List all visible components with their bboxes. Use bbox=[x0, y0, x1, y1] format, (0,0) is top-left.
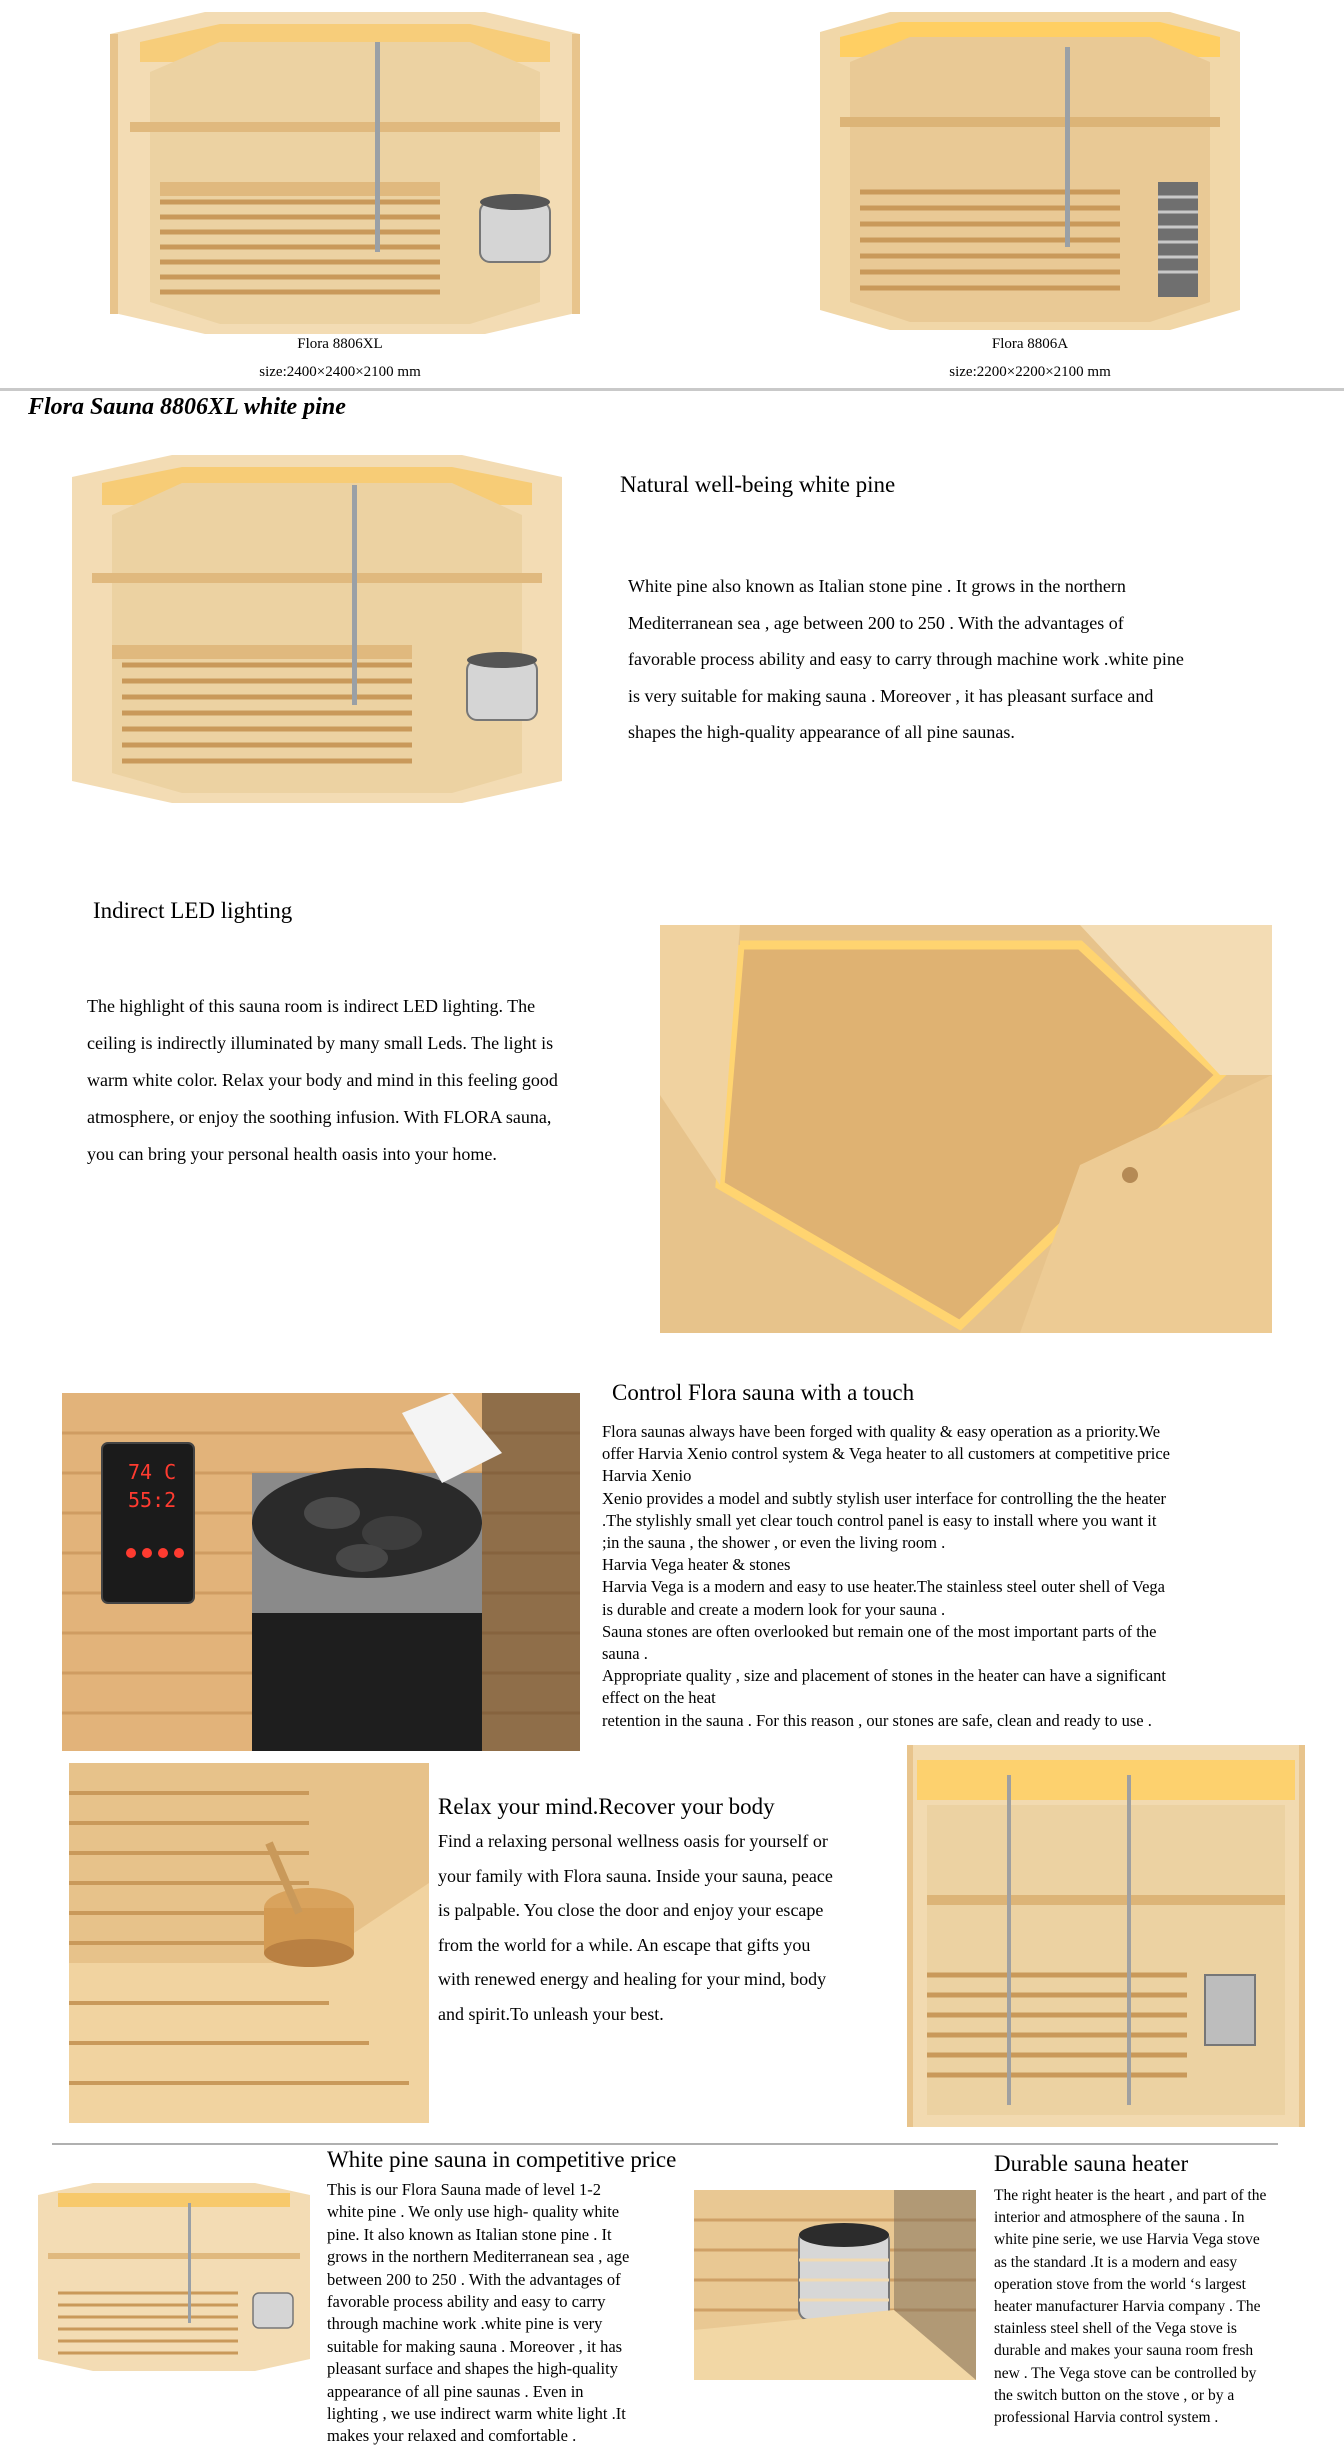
heater-line: heater manufacturer Harvia company . The bbox=[994, 2298, 1261, 2316]
panel-temperature: 74 C bbox=[128, 1460, 177, 1484]
control-line: Xenio provides a model and subtly stylish user interface for controlling the the heater bbox=[602, 1488, 1167, 1508]
price-line: between 200 to 250 . With the advantages of bbox=[327, 2269, 621, 2289]
heater-heading: Durable sauna heater bbox=[994, 2151, 1189, 2176]
panel-time: 55:2 bbox=[128, 1488, 177, 1512]
relax-paragraph bbox=[438, 1824, 908, 2031]
heater-photo bbox=[694, 2190, 976, 2380]
control-line: retention in the sauna . For this reason , our stones are safe, clean and ready to use . bbox=[602, 1710, 1152, 1730]
price-line: grows in the northern Mediterranean sea , age bbox=[327, 2247, 630, 2267]
control-line: ;in the sauna , the shower , or even the living room . bbox=[602, 1533, 946, 1553]
sauna-photo-small bbox=[38, 2183, 310, 2371]
caption-model-left: Flora 8806XL bbox=[297, 336, 383, 352]
divider-bottom bbox=[52, 2143, 1278, 2145]
control-line: Harvia Xenio bbox=[602, 1466, 692, 1486]
bucket-ladle-photo bbox=[69, 1763, 429, 2123]
caption-size-left: size:2400×2400×2100 mm bbox=[259, 364, 421, 380]
price-heading: White pine sauna in competitive price bbox=[327, 2147, 677, 2172]
price-line: lighting , we use indirect warm white light .It bbox=[327, 2404, 626, 2424]
heater-paragraph bbox=[994, 2185, 1334, 2429]
control-line: offer Harvia Xenio control system & Vega heater to all customers at competitive price bbox=[602, 1444, 1170, 1464]
sauna-photo-glass-front bbox=[907, 1745, 1305, 2127]
panel-button-icon bbox=[142, 1548, 152, 1558]
natural-line: White pine also known as Italian stone pine . It grows in the northern bbox=[628, 576, 1126, 596]
caption-model-right: Flora 8806A bbox=[991, 336, 1069, 352]
heater-line: as the standard .It is a modern and easy bbox=[994, 2253, 1238, 2271]
natural-heading: Natural well-being white pine bbox=[620, 472, 896, 497]
price-paragraph bbox=[327, 2179, 667, 2448]
price-line: makes your relaxed and comfortable . bbox=[327, 2426, 577, 2446]
natural-line: shapes the high-quality appearance of all pine saunas. bbox=[628, 722, 1015, 742]
panel-buttons bbox=[118, 1520, 198, 1570]
panel-button-icon bbox=[174, 1548, 184, 1558]
led-line: warm white color. Relax your body and mind in this feeling good bbox=[87, 1070, 558, 1090]
control-line: Sauna stones are often overlooked but remain one of the most important parts of the bbox=[602, 1621, 1157, 1641]
relax-line: your family with Flora sauna. Inside your sauna, peace bbox=[438, 1865, 833, 1886]
panel-button-icon bbox=[126, 1548, 136, 1558]
sauna-photo-8806a bbox=[820, 12, 1240, 330]
sauna-photo-8806xl bbox=[110, 12, 580, 334]
natural-line: favorable process ability and easy to carry through machine work .white pine bbox=[628, 649, 1184, 669]
heater-line: operation stove from the world ‘s largest bbox=[994, 2275, 1246, 2293]
price-line: pleasant surface and shapes the high-quality bbox=[327, 2359, 618, 2379]
divider-top bbox=[0, 388, 1344, 391]
relax-line: with renewed energy and healing for your mind, body bbox=[438, 1969, 827, 1989]
heater-line: new . The Vega stove can be controlled by bbox=[994, 2364, 1257, 2382]
relax-line: and spirit.To unleash your best. bbox=[438, 2003, 664, 2024]
panel-button-icon bbox=[158, 1548, 168, 1558]
led-line: ceiling is indirectly illuminated by many small Leds. The light is bbox=[87, 1033, 554, 1053]
relax-heading: Relax your mind.Recover your body bbox=[438, 1794, 775, 1819]
relax-line: from the world for a while. An escape that gifts you bbox=[438, 1934, 811, 1955]
control-line: Harvia Vega heater & stones bbox=[602, 1555, 791, 1575]
relax-line: Find a relaxing personal wellness oasis for yourself or bbox=[438, 1831, 828, 1851]
heater-line: the switch button on the stove , or by a bbox=[994, 2386, 1235, 2404]
led-paragraph bbox=[87, 988, 645, 1173]
natural-paragraph bbox=[628, 568, 1318, 751]
natural-line: is very suitable for making sauna . Moreover , it has pleasant surface and bbox=[628, 685, 1154, 706]
control-line: .The stylishly small yet clear touch control panel is easy to install where you want it bbox=[602, 1510, 1157, 1530]
price-line: appearance of all pine saunas . Even in bbox=[327, 2381, 584, 2401]
control-line: is durable and create a modern look for your sauna . bbox=[602, 1599, 946, 1619]
caption-size-right: size:2200×2200×2100 mm bbox=[949, 364, 1111, 380]
price-line: This is our Flora Sauna made of level 1-2 bbox=[327, 2180, 602, 2199]
led-line: atmosphere, or enjoy the soothing infusion. With FLORA sauna, bbox=[87, 1107, 552, 1127]
sauna-photo-white-pine bbox=[72, 455, 562, 803]
control-line: effect on the heat bbox=[602, 1688, 716, 1708]
control-line: Flora saunas always have been forged with quality & easy operation as a priority.We bbox=[602, 1422, 1161, 1441]
control-heading: Control Flora sauna with a touch bbox=[612, 1380, 915, 1405]
relax-line: is palpable. You close the door and enjoy your escape bbox=[438, 1900, 824, 1920]
price-line: white pine . We only use high- quality white bbox=[327, 2202, 620, 2222]
control-line: sauna . bbox=[602, 1644, 648, 1664]
natural-line: Mediterranean sea , age between 200 to 250 . With the advantages of bbox=[628, 612, 1124, 633]
control-panel-photo bbox=[62, 1393, 580, 1751]
heater-line: professional Harvia control system . bbox=[994, 2409, 1219, 2427]
price-line: favorable process ability and easy to carry bbox=[327, 2292, 606, 2312]
led-line: The highlight of this sauna room is indirect LED lighting. The bbox=[87, 996, 536, 1016]
price-line: through machine work .white pine is very bbox=[327, 2314, 603, 2334]
control-paragraph bbox=[602, 1421, 1332, 1732]
led-ceiling-photo bbox=[660, 925, 1272, 1333]
heater-line: white pine serie, we use Harvia Vega stove bbox=[994, 2231, 1260, 2249]
price-line: pine. It also known as Italian stone pine . It bbox=[327, 2224, 612, 2244]
control-line: Harvia Vega is a modern and easy to use heater.The stainless steel outer shell of Vega bbox=[602, 1577, 1165, 1597]
led-heading: Indirect LED lighting bbox=[93, 898, 293, 923]
heater-line: interior and atmosphere of the sauna . In bbox=[994, 2209, 1245, 2227]
led-line: you can bring your personal health oasis into your home. bbox=[87, 1144, 497, 1164]
heater-line: durable and makes your sauna room fresh bbox=[994, 2342, 1254, 2360]
price-line: suitable for making sauna . Moreover , it has bbox=[327, 2336, 623, 2356]
heater-line: The right heater is the heart , and part of the bbox=[994, 2187, 1267, 2204]
control-line: Appropriate quality , size and placement of stones in the heater can have a significant bbox=[602, 1666, 1166, 1686]
heater-line: stainless steel shell of the Vega stove is bbox=[994, 2320, 1237, 2338]
page-title: Flora Sauna 8806XL white pine bbox=[28, 394, 346, 420]
